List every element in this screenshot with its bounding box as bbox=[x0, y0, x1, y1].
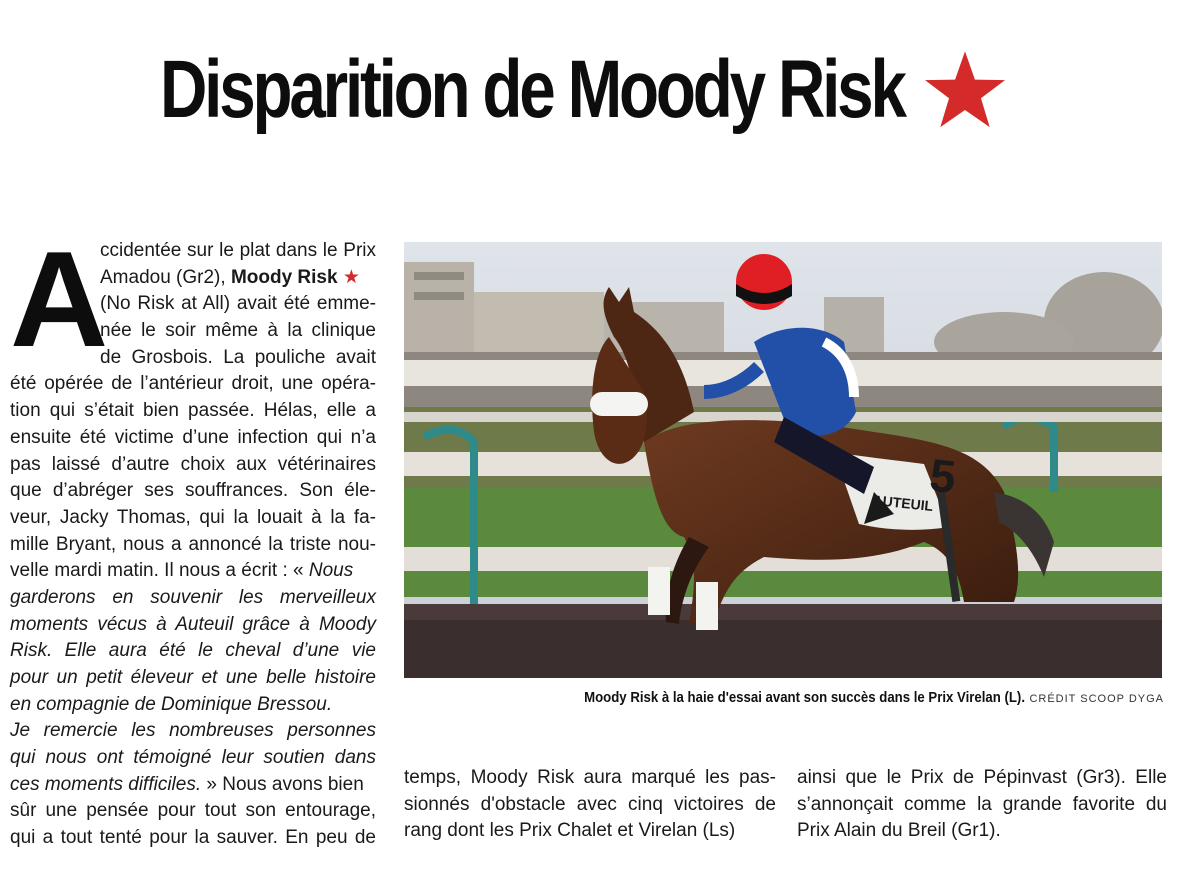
text-line: s’annonçait comme la grande favorite du bbox=[797, 793, 1167, 815]
text-line: veur, Jacky Thomas, qui la louait à la fa- bbox=[10, 506, 376, 528]
article-headline bbox=[160, 40, 1040, 140]
text-line: pas laissé d’autre choix aux vétérinaires bbox=[10, 453, 376, 475]
text-line: sionnés d'obstacle avec cinq victoires de bbox=[404, 793, 776, 815]
photo-caption bbox=[404, 689, 1164, 706]
article-column-1 bbox=[10, 223, 376, 852]
text-line: qui a tout tenté pour la sauver. En peu de bbox=[10, 827, 376, 849]
text-line: rang dont les Prix Chalet et Virelan (Ls) bbox=[404, 820, 736, 842]
saddle-cloth bbox=[870, 446, 958, 534]
quote-line: Je remercie les nombreuses personnes bbox=[10, 720, 376, 742]
quote-line: en compagnie de Dominique Bressou. bbox=[10, 693, 333, 715]
quote-line: garderons en souvenir les merveilleux bbox=[10, 586, 376, 608]
text-line bbox=[10, 558, 376, 585]
text-line: ensuite été victime d’une infection qui n’a bbox=[10, 426, 376, 448]
text-line: que d’abréger ses souffrances. Son éle- bbox=[10, 480, 376, 502]
photo-credit: CRÉDIT SCOOP DYGA bbox=[1029, 693, 1164, 705]
text-fragment: » Nous avons bien bbox=[201, 773, 364, 795]
text-line: de Grosbois. La pouliche avait bbox=[100, 346, 376, 368]
quote-fragment: Nous bbox=[308, 560, 354, 582]
article-column-2 bbox=[404, 765, 776, 845]
star-icon: ★ bbox=[342, 266, 360, 288]
saddle-number: 5 bbox=[927, 448, 959, 504]
text-line: née le soir même à la clinique bbox=[100, 320, 376, 342]
quote-line: Risk. Elle aura été le cheval d’une vie bbox=[10, 640, 376, 662]
quote-line: qui nous ont témoigné leur soutien dans bbox=[10, 747, 376, 769]
quote-line: moments vécus à Auteuil grâce à Moody bbox=[10, 613, 376, 635]
text-fragment: velle mardi matin. Il nous a écrit : « bbox=[10, 560, 304, 582]
article-column-3 bbox=[797, 765, 1167, 845]
text-fragment: Amadou (Gr2), bbox=[100, 266, 226, 288]
text-line: Prix Alain du Breil (Gr1). bbox=[797, 820, 1001, 842]
quote-line: pour un petit éleveur et une belle histoire bbox=[10, 667, 376, 688]
text-line: (No Risk at All) avait été emme- bbox=[100, 293, 376, 315]
headline-text: Disparition de Moody Risk bbox=[160, 44, 904, 135]
text-line: tion qui s’était bien passée. Hélas, elle a bbox=[10, 400, 376, 422]
text-line bbox=[10, 772, 376, 799]
text-line: ainsi que le Prix de Pépinvast (Gr3). Elle bbox=[797, 767, 1167, 788]
caption-text: Moody Risk à la haie d'essai avant son succès dans le Prix Virelan (L). bbox=[584, 689, 1026, 706]
text-line: mille Bryant, nous a annoncé la triste nou- bbox=[10, 533, 376, 555]
quote-fragment: ces moments difficiles. bbox=[10, 773, 202, 795]
text-line: temps, Moody Risk aura marqué les pas- bbox=[404, 767, 776, 788]
racehorse-photo bbox=[404, 242, 1162, 678]
text-line: été opérée de l’antérieur droit, une opéra- bbox=[10, 373, 376, 395]
text-line: sûr une pensée pour tout son entourage, bbox=[10, 800, 376, 822]
horse-name: Moody Risk bbox=[230, 266, 338, 288]
star-icon bbox=[923, 48, 1007, 132]
saddle-text: AUTEUIL bbox=[871, 491, 934, 515]
text-line: ccidentée sur le plat dans le Prix bbox=[100, 240, 376, 261]
article-photo bbox=[404, 242, 1162, 678]
drop-cap: A bbox=[10, 223, 109, 375]
